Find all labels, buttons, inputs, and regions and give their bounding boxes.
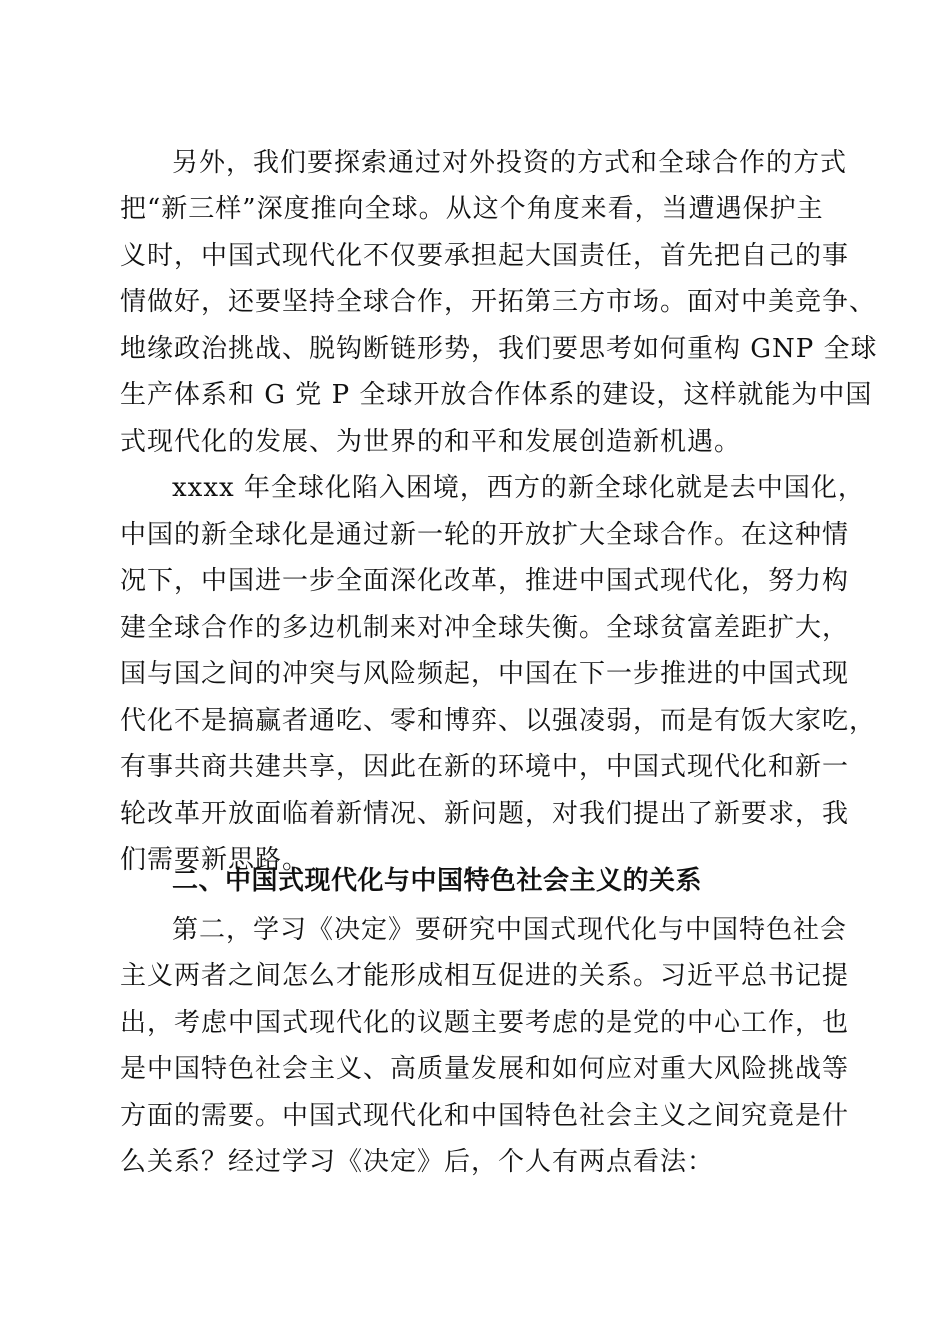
paragraph-2-line-5: 国与国之间的冲突与风险频起，中国在下一步推进的中国式现	[120, 659, 850, 689]
paragraph-2-line-3: 况下，中国进一步全面深化改革，推进中国式现代化，努力构	[120, 566, 850, 596]
paragraph-1-line-1: 另外，我们要探索通过对外投资的方式和全球合作的方式	[172, 148, 848, 178]
paragraph-1-line-5: 地缘政治挑战、脱钩断链形势，我们要思考如何重构 GNP 全球	[120, 334, 878, 364]
paragraph-1-line-3: 义时，中国式现代化不仅要承担起大国责任，首先把自己的事	[120, 241, 850, 271]
paragraph-1-line-6: 生产体系和 G 党 P 全球开放合作体系的建设，这样就能为中国	[120, 380, 873, 410]
paragraph-1-line-4: 情做好，还要坚持全球合作，开拓第三方市场。面对中美竞争、	[120, 287, 877, 317]
paragraph-3-line-2: 主义两者之间怎么才能形成相互促进的关系。习近平总书记提	[120, 961, 850, 991]
paragraph-2-line-1: xxxx 年全球化陷入困境，西方的新全球化就是去中国化，	[172, 473, 865, 503]
paragraph-1-line-2: 把“新三样”深度推向全球。从这个角度来看，当遭遇保护主	[120, 194, 824, 224]
section-heading: 二、中国式现代化与中国特色社会主义的关系	[172, 866, 703, 896]
paragraph-3-line-4: 是中国特色社会主义、高质量发展和如何应对重大风险挑战等	[120, 1054, 850, 1084]
paragraph-2-line-7: 有事共商共建共享，因此在新的环境中，中国式现代化和新一	[120, 752, 850, 782]
paragraph-1-line-7: 式现代化的发展、为世界的和平和发展创造新机遇。	[120, 427, 742, 457]
paragraph-3-line-1: 第二，学习《决定》要研究中国式现代化与中国特色社会	[172, 915, 848, 945]
paragraph-2-line-8: 轮改革开放面临着新情况、新问题，对我们提出了新要求，我	[120, 799, 850, 829]
paragraph-3-line-5: 方面的需要。中国式现代化和中国特色社会主义之间究竟是什	[120, 1101, 850, 1131]
paragraph-3-line-3: 出，考虑中国式现代化的议题主要考虑的是党的中心工作，也	[120, 1008, 850, 1038]
paragraph-2-line-6: 代化不是搞赢者通吃、零和博弈、以强凌弱，而是有饭大家吃，	[120, 706, 877, 736]
paragraph-2-line-2: 中国的新全球化是通过新一轮的开放扩大全球合作。在这种情	[120, 520, 850, 550]
paragraph-3-line-6: 么关系？经过学习《决定》后，个人有两点看法：	[120, 1147, 715, 1177]
paragraph-2-line-9: 们需要新思路。	[120, 845, 310, 875]
paragraph-2-line-4: 建全球合作的多边机制来对冲全球失衡。全球贫富差距扩大，	[120, 613, 850, 643]
